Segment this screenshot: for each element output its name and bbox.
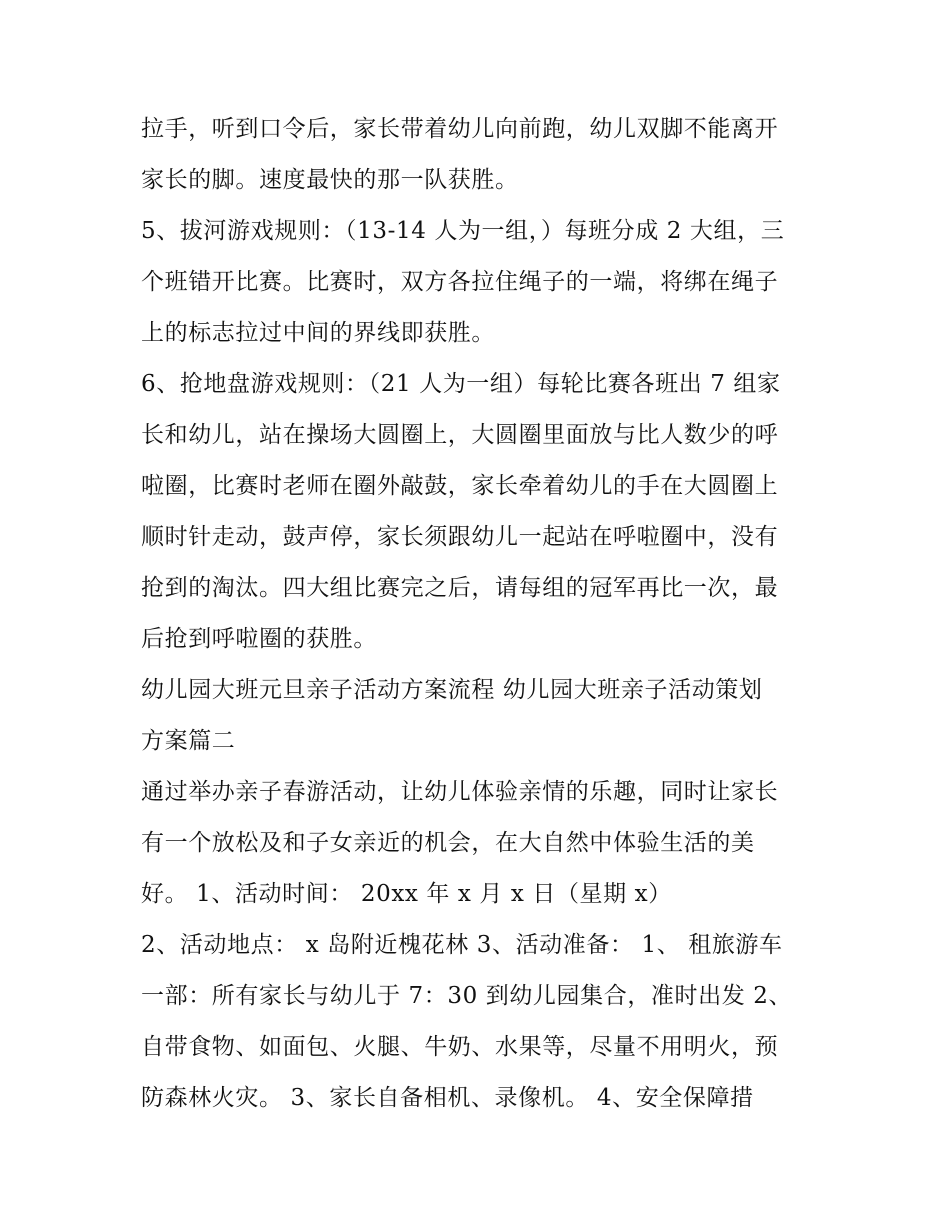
text-line: 后抢到呼啦圈的获胜。 <box>141 626 377 652</box>
text-line: 顺时针走动，鼓声停，家长须跟幼儿一起站在呼啦圈中，没有 <box>141 524 779 550</box>
text-line: 啦圈，比赛时老师在圈外敲鼓，家长牵着幼儿的手在大圆圈上 <box>141 473 779 499</box>
text-line: 有一个放松及和子女亲近的机会，在大自然中体验生活的美 <box>141 830 755 856</box>
text-line: 长和幼儿，站在操场大圆圈上，大圆圈里面放与比人数少的呼 <box>141 422 779 448</box>
text-line: 好。 1、活动时间： 20xx 年 x 月 x 日（星期 x） <box>141 881 672 907</box>
text-line: 上的标志拉过中间的界线即获胜。 <box>141 320 495 346</box>
text-line: 个班错开比赛。比赛时，双方各拉住绳子的一端，将绑在绳子 <box>141 269 779 295</box>
text-line: 通过举办亲子春游活动，让幼儿体验亲情的乐趣，同时让家长 <box>141 779 779 805</box>
text-line: 家长的脚。速度最快的那一队获胜。 <box>141 167 519 193</box>
text-line: 方案篇二 <box>141 728 236 754</box>
text-line: 自带食物、如面包、火腿、牛奶、水果等，尽量不用明火，预 <box>141 1034 779 1060</box>
text-line: 一部：所有家长与幼儿于 7：30 到幼儿园集合，准时出发 2、 <box>141 983 793 1009</box>
text-line: 5、拔河游戏规则：（13-14 人为一组，）每班分成 2 大组，三 <box>141 218 785 244</box>
text-line: 2、活动地点： x 岛附近槐花林 3、活动准备： 1、 租旅游车 <box>141 932 783 958</box>
text-line: 拉手，听到口令后，家长带着幼儿向前跑，幼儿双脚不能离开 <box>141 116 779 142</box>
text-line: 抢到的淘汰。四大组比赛完之后，请每组的冠军再比一次，最 <box>141 575 779 601</box>
text-line: 6、抢地盘游戏规则：（21 人为一组）每轮比赛各班出 7 组家 <box>141 371 781 397</box>
text-line: 幼儿园大班元旦亲子活动方案流程 幼儿园大班亲子活动策划 <box>141 677 763 703</box>
text-line: 防森林火灾。 3、家长自备相机、录像机。 4、安全保障措 <box>141 1085 754 1111</box>
